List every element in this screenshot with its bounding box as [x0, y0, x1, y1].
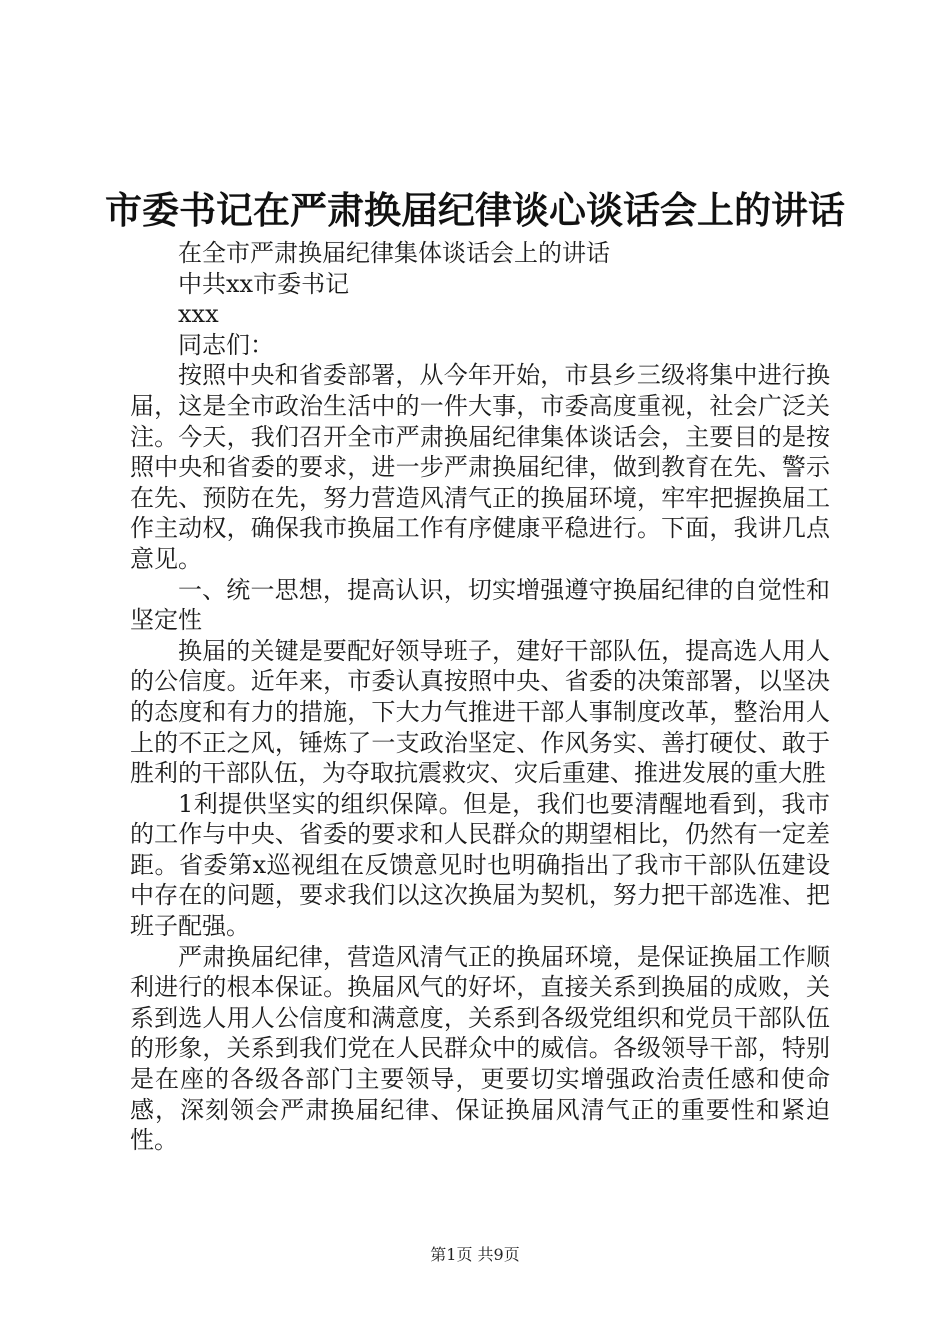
paragraph: 严肃换届纪律，营造风清气正的换届环境，是保证换届工作顺利进行的根本保证。换届风气的好坏，直接关系到换届的成败，关系到选人用人公信度和满意度，关系到各级党组织和党员干部队伍的形象，关系到我们党在人民群众中的威信。各级领导干部，特别是在座的各级各部门主要领导，更要切实增强政治责任感和使命感，深刻领会严肃换届纪律、保证换届风清气正的重要性和紧迫性。	[130, 942, 830, 1155]
section-heading: 一、统一思想，提高认识，切实增强遵守换届纪律的自觉性和坚定性	[130, 575, 830, 635]
speaker-title: 中共xx市委书记	[178, 269, 350, 298]
document-body	[130, 238, 830, 1156]
document-title: 市委书记在严肃换届纪律谈心谈话会上的讲话	[105, 188, 845, 232]
paragraph: 换届的关键是要配好领导班子，建好干部队伍，提高选人用人的公信度。近年来，市委认真按照中央、省委的决策部署，以坚决的态度和有力的措施，下大力气推进干部人事制度改革，整治用人上的不正之风，锤炼了一支政治坚定、作风务实、善打硬仗、敢于胜利的干部队伍，为夺取抗震救灾、灾后重建、推进发展的重大胜	[130, 636, 830, 788]
paragraph: 按照中央和省委部署，从今年开始，市县乡三级将集中进行换届，这是全市政治生活中的一件大事，市委高度重视，社会广泛关注。今天，我们召开全市严肃换届纪律集体谈话会，主要目的是按照中央和省委的要求，进一步严肃换届纪律，做到教育在先、警示在先、预防在先，努力营造风清气正的换届环境，牢牢把握换届工作主动权，确保我市换届工作有序健康平稳进行。下面，我讲几点意见。	[130, 361, 830, 573]
salutation: 同志们：	[178, 330, 274, 359]
speaker-name: xxx	[178, 300, 219, 329]
page-number: 第1页 共9页	[430, 1245, 520, 1264]
speech-heading: 在全市严肃换届纪律集体谈话会上的讲话	[178, 239, 610, 267]
paragraph: 1利提供坚实的组织保障。但是，我们也要清醒地看到，我市的工作与中央、省委的要求和人民群众的期望相比，仍然有一定差距。省委第x巡视组在反馈意见时也明确指出了我市干部队伍建设中存在的问题，要求我们以这次换届为契机，努力把干部选准、把班子配强。	[130, 789, 830, 941]
